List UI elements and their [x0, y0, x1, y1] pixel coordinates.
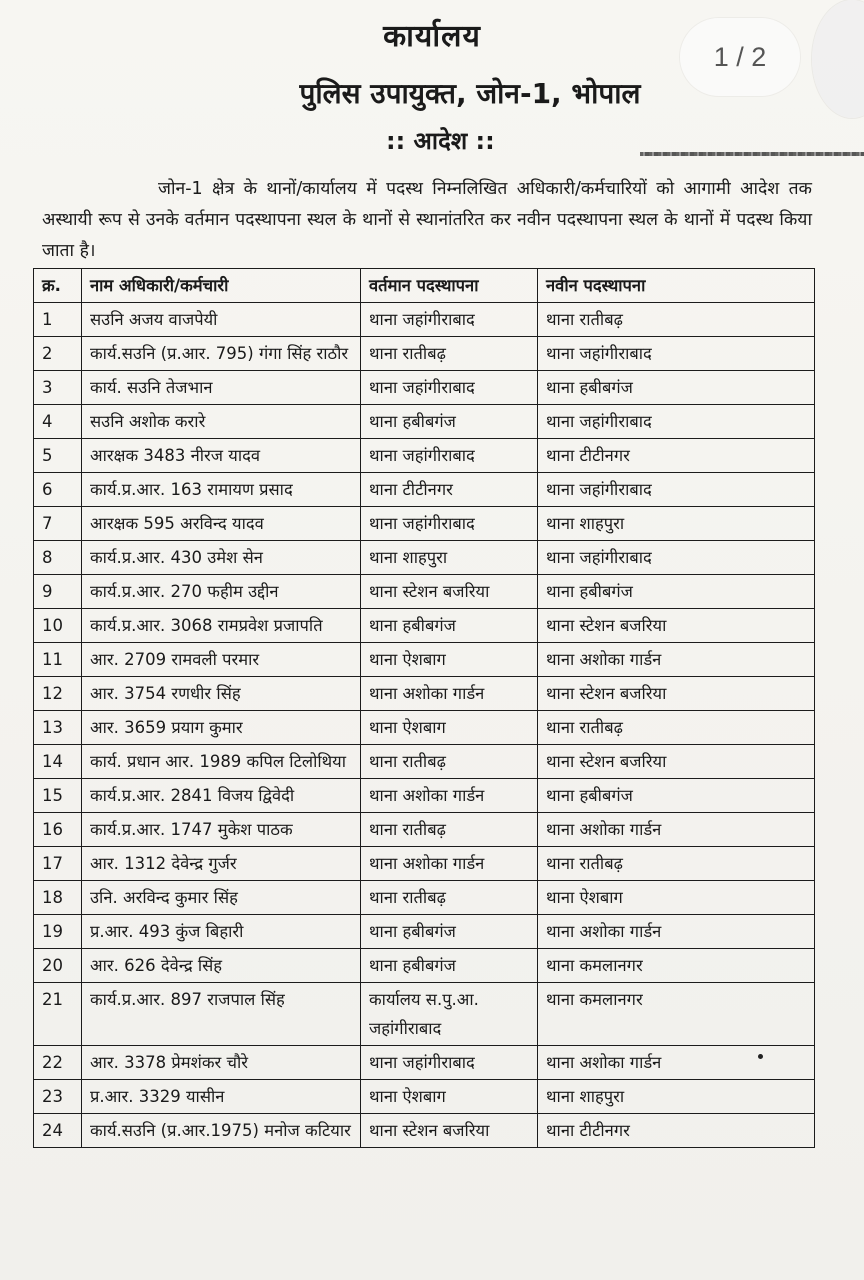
cell-name: कार्य.प्र.आर. 897 राजपाल सिंह [82, 983, 361, 1046]
table-row [34, 609, 815, 643]
cell-serial: 18 [34, 881, 82, 915]
cell-new-posting: थाना जहांगीराबाद [538, 473, 815, 507]
cell-name: उनि. अरविन्द कुमार सिंह [82, 881, 361, 915]
header-current-posting: वर्तमान पदस्थापना [361, 269, 538, 303]
cell-new-posting: थाना अशोका गार्डन [538, 643, 815, 677]
cell-new-posting: थाना जहांगीराबाद [538, 337, 815, 371]
cell-current-posting: थाना हबीबगंज [361, 949, 538, 983]
table-row [34, 677, 815, 711]
cell-current-posting: थाना हबीबगंज [361, 915, 538, 949]
table-row [34, 303, 815, 337]
cell-new-posting: थाना टीटीनगर [538, 1114, 815, 1148]
cell-new-posting: थाना जहांगीराबाद [538, 405, 815, 439]
table-header-row [34, 269, 815, 303]
cell-new-posting: थाना कमलानगर [538, 983, 815, 1046]
order-title: :: आदेश :: [386, 127, 495, 155]
cell-name: कार्य.सउनि (प्र.आर.1975) मनोज कटियार [82, 1114, 361, 1148]
table-row [34, 643, 815, 677]
cell-current-posting: थाना ऐशबाग [361, 711, 538, 745]
table-row [34, 1114, 815, 1148]
cell-name: प्र.आर. 493 कुंज बिहारी [82, 915, 361, 949]
cell-new-posting: थाना अशोका गार्डन [538, 1046, 815, 1080]
cell-serial: 16 [34, 813, 82, 847]
cell-serial: 1 [34, 303, 82, 337]
header-name: नाम अधिकारी/कर्मचारी [82, 269, 361, 303]
cell-new-posting: थाना स्टेशन बजरिया [538, 745, 815, 779]
transfer-table [33, 268, 815, 1148]
cell-serial: 12 [34, 677, 82, 711]
cell-name: कार्य.प्र.आर. 3068 रामप्रवेश प्रजापति [82, 609, 361, 643]
scan-artifact-line [640, 152, 864, 156]
cell-serial: 11 [34, 643, 82, 677]
table-row [34, 1080, 815, 1114]
table-row [34, 405, 815, 439]
cell-new-posting: थाना हबीबगंज [538, 779, 815, 813]
cell-serial: 4 [34, 405, 82, 439]
cell-new-posting: थाना हबीबगंज [538, 371, 815, 405]
cell-new-posting: थाना शाहपुरा [538, 507, 815, 541]
cell-current-posting: थाना जहांगीराबाद [361, 507, 538, 541]
cell-name: आर. 2709 रामवली परमार [82, 643, 361, 677]
cell-current-posting: थाना जहांगीराबाद [361, 371, 538, 405]
table-row [34, 915, 815, 949]
cell-name: कार्य.प्र.आर. 430 उमेश सेन [82, 541, 361, 575]
cell-new-posting: थाना शाहपुरा [538, 1080, 815, 1114]
cell-serial: 13 [34, 711, 82, 745]
table-row [34, 337, 815, 371]
cell-new-posting: थाना ऐशबाग [538, 881, 815, 915]
table-row [34, 949, 815, 983]
cell-current-posting: थाना रातीबढ़ [361, 337, 538, 371]
cell-name: आरक्षक 3483 नीरज यादव [82, 439, 361, 473]
dcp-heading: पुलिस उपायुक्त, जोन-1, भोपाल [299, 77, 641, 110]
table-row [34, 371, 815, 405]
page-indicator: 1 / 2 [680, 18, 800, 96]
cell-name: कार्य. सउनि तेजभान [82, 371, 361, 405]
cell-new-posting: थाना रातीबढ़ [538, 303, 815, 337]
cell-serial: 14 [34, 745, 82, 779]
cell-name: आर. 3378 प्रेमशंकर चौरे [82, 1046, 361, 1080]
office-heading: कार्यालय [383, 19, 481, 54]
order-intro-paragraph [42, 174, 812, 267]
cell-current-posting: थाना अशोका गार्डन [361, 847, 538, 881]
cell-name: कार्य.प्र.आर. 2841 विजय द्विवेदी [82, 779, 361, 813]
cell-new-posting: थाना अशोका गार्डन [538, 915, 815, 949]
cell-new-posting: थाना कमलानगर [538, 949, 815, 983]
cell-current-posting: थाना हबीबगंज [361, 405, 538, 439]
cell-serial: 7 [34, 507, 82, 541]
cell-serial: 24 [34, 1114, 82, 1148]
cell-current-posting: थाना अशोका गार्डन [361, 779, 538, 813]
cell-serial: 5 [34, 439, 82, 473]
cell-new-posting: थाना रातीबढ़ [538, 711, 815, 745]
cell-current-posting: थाना रातीबढ़ [361, 813, 538, 847]
cell-current-posting: थाना शाहपुरा [361, 541, 538, 575]
cell-current-posting: थाना जहांगीराबाद [361, 439, 538, 473]
cell-serial: 21 [34, 983, 82, 1046]
cell-serial: 9 [34, 575, 82, 609]
table-row [34, 847, 815, 881]
cell-name: आरक्षक 595 अरविन्द यादव [82, 507, 361, 541]
table-row [34, 439, 815, 473]
cell-serial: 17 [34, 847, 82, 881]
table-row [34, 983, 815, 1046]
table-row [34, 711, 815, 745]
cell-new-posting: थाना जहांगीराबाद [538, 541, 815, 575]
cell-current-posting: थाना स्टेशन बजरिया [361, 1114, 538, 1148]
cell-serial: 22 [34, 1046, 82, 1080]
cell-serial: 19 [34, 915, 82, 949]
table-row [34, 881, 815, 915]
cell-serial: 2 [34, 337, 82, 371]
cell-serial: 8 [34, 541, 82, 575]
cell-serial: 10 [34, 609, 82, 643]
cell-name: प्र.आर. 3329 यासीन [82, 1080, 361, 1114]
cell-new-posting: थाना रातीबढ़ [538, 847, 815, 881]
cell-new-posting: थाना टीटीनगर [538, 439, 815, 473]
header-new-posting: नवीन पदस्थापना [538, 269, 815, 303]
cell-current-posting: थाना टीटीनगर [361, 473, 538, 507]
cell-new-posting: थाना स्टेशन बजरिया [538, 609, 815, 643]
cell-current-posting: थाना स्टेशन बजरिया [361, 575, 538, 609]
cell-current-posting: थाना ऐशबाग [361, 1080, 538, 1114]
cell-name: कार्य.सउनि (प्र.आर. 795) गंगा सिंह राठौर [82, 337, 361, 371]
cell-serial: 23 [34, 1080, 82, 1114]
table-row [34, 575, 815, 609]
table-row [34, 779, 815, 813]
cell-current-posting: थाना ऐशबाग [361, 643, 538, 677]
cell-current-posting: थाना रातीबढ़ [361, 745, 538, 779]
cell-serial: 6 [34, 473, 82, 507]
cell-name: कार्य.प्र.आर. 163 रामायण प्रसाद [82, 473, 361, 507]
cell-new-posting: थाना हबीबगंज [538, 575, 815, 609]
cell-current-posting: थाना अशोका गार्डन [361, 677, 538, 711]
table-row [34, 473, 815, 507]
cell-name: कार्य. प्रधान आर. 1989 कपिल टिलोथिया [82, 745, 361, 779]
cell-name: कार्य.प्र.आर. 270 फहीम उद्दीन [82, 575, 361, 609]
cell-current-posting: थाना जहांगीराबाद [361, 303, 538, 337]
cell-new-posting: थाना स्टेशन बजरिया [538, 677, 815, 711]
cell-serial: 3 [34, 371, 82, 405]
cell-new-posting: थाना अशोका गार्डन [538, 813, 815, 847]
table-row [34, 1046, 815, 1080]
table-row [34, 813, 815, 847]
table-row [34, 541, 815, 575]
cell-current-posting: थाना हबीबगंज [361, 609, 538, 643]
cell-name: सउनि अजय वाजपेयी [82, 303, 361, 337]
cell-current-posting: थाना रातीबढ़ [361, 881, 538, 915]
cell-name: आर. 626 देवेन्द्र सिंह [82, 949, 361, 983]
cell-name: आर. 3659 प्रयाग कुमार [82, 711, 361, 745]
cell-name: कार्य.प्र.आर. 1747 मुकेश पाठक [82, 813, 361, 847]
cell-current-posting: कार्यालय स.पु.आ. जहांगीराबाद [361, 983, 538, 1046]
header-serial: क्र. [34, 269, 82, 303]
intro-text: जोन-1 क्षेत्र के थानों/कार्यालय में पदस्थ निम्नलिखित अधिकारी/कर्मचारियों को आगामी आदेश तक अस्थायी रूप से उनके वर्तमान पदस्थापना स्थल के थानों से स्थानांतरित कर नवीन पदस्थापना स्थल के थानों में पदस्थ किया जाता है। [42, 179, 812, 261]
table-row [34, 745, 815, 779]
cell-name: आर. 1312 देवेन्द्र गुर्जर [82, 847, 361, 881]
table-row [34, 507, 815, 541]
cell-name: सउनि अशोक करारे [82, 405, 361, 439]
cell-name: आर. 3754 रणधीर सिंह [82, 677, 361, 711]
cell-current-posting: थाना जहांगीराबाद [361, 1046, 538, 1080]
cell-serial: 15 [34, 779, 82, 813]
cell-serial: 20 [34, 949, 82, 983]
